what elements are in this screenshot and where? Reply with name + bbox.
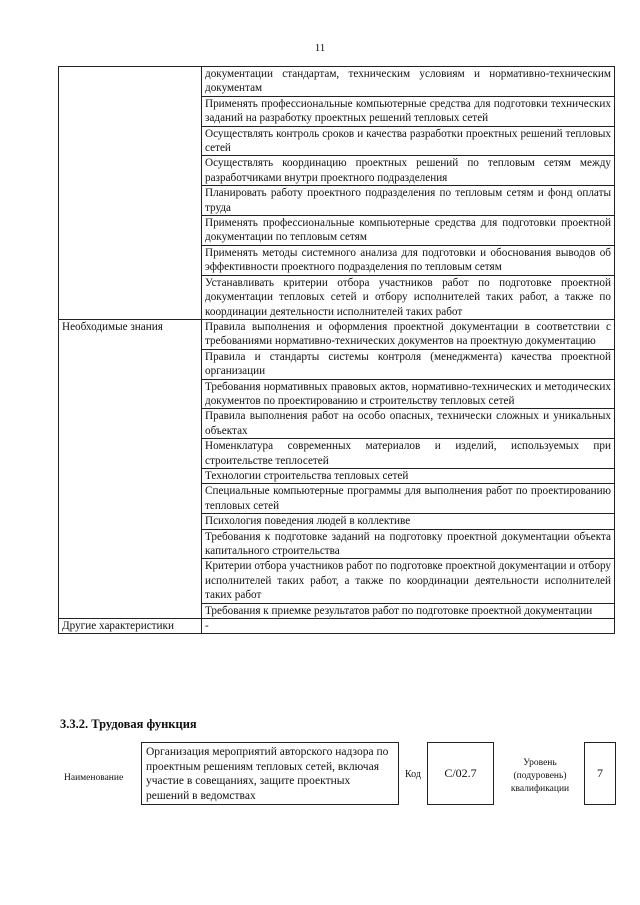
function-name-box: Организация мероприятий авторского надзора по проектным решениям тепловых сетей, включая участие в совещаниях, защите проектных решений в ведомствах — [141, 742, 399, 805]
skill-item: Планировать работу проектного подразделения по тепловым сетям и фонд оплаты труда — [202, 186, 615, 216]
qualification-level: 7 — [597, 766, 603, 780]
skill-item: Применять профессиональные компьютерные средства для подготовки технических заданий на разработку проектных решений тепловых сетей — [202, 96, 615, 126]
knowledge-item: Требования нормативных правовых актов, нормативно-технических и методических документов по проектированию и строительству тепловых сетей — [202, 379, 615, 409]
knowledge-item: Правила выполнения работ на особо опасных, технически сложных и уникальных объектах — [202, 409, 615, 439]
skill-item: Применять методы системного анализа для подготовки и обоснования выводов об эффективности проектного подразделения по тепловым сетям — [202, 245, 615, 275]
table-row — [59, 319, 615, 349]
knowledge-item: Требования к приемке результатов работ по подготовке проектной документации — [202, 603, 615, 618]
table-row — [59, 67, 615, 97]
function-code-box — [427, 742, 494, 805]
knowledge-item: Правила и стандарты системы контроля (менеджмента) качества проектной организации — [202, 349, 615, 379]
skills-label-cell — [59, 67, 202, 320]
function-code: C/02.7 — [444, 766, 477, 780]
name-label: Наименование — [64, 773, 124, 783]
skill-item: документации стандартам, техническим условиям и нормативно-техническим документам — [202, 67, 615, 97]
skill-item: Осуществлять контроль сроков и качества разработки проектных решений тепловых сетей — [202, 126, 615, 156]
knowledge-item: Специальные компьютерные программы для выполнения работ по проектированию тепловых сетей — [202, 484, 615, 514]
knowledge-item: Правила выполнения и оформления проектной документации в соответствии с требованиями нормативно-технических документов на проектную документацию — [202, 319, 615, 349]
other-value: - — [202, 619, 615, 634]
code-label: Код — [405, 769, 421, 780]
knowledge-item: Технологии строительства тепловых сетей — [202, 468, 615, 483]
skill-item: Применять профессиональные компьютерные средства для подготовки проектной документации по тепловым сетям — [202, 216, 615, 246]
skill-item: Осуществлять координацию проектных решений по тепловым сетям между разработчиками внутри проектного подразделения — [202, 156, 615, 186]
other-label: Другие характеристики — [59, 619, 202, 634]
knowledge-item: Номенклатура современных материалов и изделий, используемых при строительстве теплосетей — [202, 439, 615, 469]
knowledge-item: Требования к подготовке заданий на подготовку проектной документации объекта капитального строительства — [202, 529, 615, 559]
table-row — [59, 619, 615, 634]
knowledge-label: Необходимые знания — [59, 319, 202, 618]
section-heading: 3.3.2. Трудовая функция — [60, 717, 197, 731]
knowledge-item: Критерии отбора участников работ по подготовке проектной документации и отбору исполнителей таких работ, а также по координации деятельности исполнителей таких работ — [202, 559, 615, 603]
page-number: 11 — [314, 42, 326, 54]
requirements-table — [58, 66, 615, 634]
skill-item: Устанавливать критерии отбора участников работ по подготовке проектной документации тепловых сетей и отбору исполнителей таких работ, а также по координации деятельности исполнителей таких работ — [202, 275, 615, 319]
qualification-level-box — [584, 742, 616, 805]
knowledge-item: Психология поведения людей в коллективе — [202, 514, 615, 529]
level-label: Уровень (подуровень) квалификации — [510, 758, 570, 794]
